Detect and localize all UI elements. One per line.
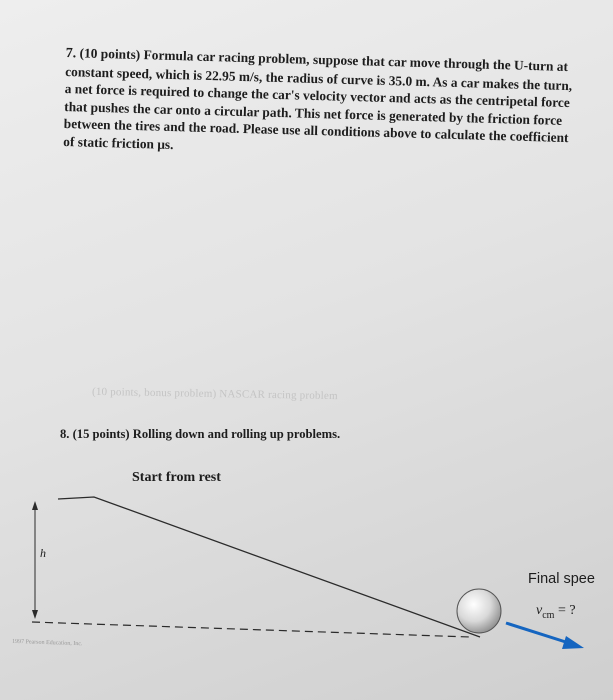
incline-line [58, 497, 480, 637]
problem-7-number: 7. [65, 45, 77, 62]
corner-credit: 1997 Pearson Education, Inc. [11, 638, 83, 648]
velocity-subscript: cm [542, 609, 555, 621]
problem-7-points: (10 points) [79, 45, 141, 63]
velocity-unknown: = ? [554, 603, 576, 618]
problem-8-heading: 8. (15 points) Rolling down and rolling up problems. [60, 427, 341, 441]
height-label: h [40, 546, 46, 560]
height-arrow-head-top [32, 501, 38, 510]
velocity-arrow-shaft [506, 623, 572, 644]
final-velocity-expression [536, 603, 576, 621]
faded-caption: (10 points, bonus problem) NASCAR racing problem [91, 385, 338, 403]
velocity-arrow-head [562, 636, 584, 649]
rolling-ball [457, 589, 501, 633]
velocity-symbol: v [536, 603, 543, 618]
start-from-rest-label: Start from rest [132, 470, 221, 485]
height-arrow-head-bottom [32, 610, 38, 619]
problem-7-text: Formula car racing problem, suppose that car move through the U-turn at constant speed, which is 22.95 m/s, the radius of curve is 35.0 m. As a car makes the turn, a net force is required to change the car's velocity vector and acts as the centripetal force that pushes the car onto a circular path. This net force is generated by the friction force between the tires and the road. Please use all conditions above to calculate the coefficient of static friction μs. [63, 47, 573, 153]
ground-dashed-line [32, 622, 470, 637]
final-speed-label: Final spee [528, 571, 595, 587]
